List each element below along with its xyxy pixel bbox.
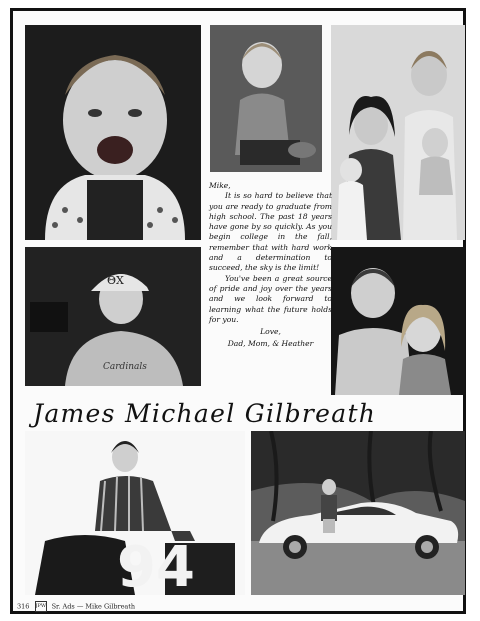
shirt-text: Cardinals xyxy=(103,362,147,372)
parent-message xyxy=(209,181,332,350)
message-salutation: Mike, xyxy=(209,181,231,190)
message-signature: Dad, Mom, & Heather xyxy=(227,339,314,349)
message-paragraph-1: It is so hard to believe that you are ready to graduate from high school. The past 18 years have gone by so quickly. As you begin college in the fall, remember that with hard work and a determination to succeed, the sky is the limit! xyxy=(209,191,332,273)
photo-senior-portrait xyxy=(25,431,245,595)
student-name-heading: James Michael Gilbreath xyxy=(33,399,377,428)
page-number: 316 xyxy=(17,602,30,611)
year-number-94: 94 xyxy=(117,535,195,595)
message-paragraph-2: You've been a great source of pride and joy over the years and we look forward to learning what the future holds for you. xyxy=(209,273,332,324)
photo-brother-sister xyxy=(331,247,465,395)
footer-section-label: Sr. Ads — Mike Gilbreath xyxy=(51,602,136,611)
photo-toddler-laughing xyxy=(25,25,201,240)
page-footer xyxy=(17,601,135,612)
photo-boy-baseball-cap xyxy=(25,247,201,386)
message-closing: Love, xyxy=(260,327,281,337)
photo-toddler-sitting xyxy=(210,25,322,172)
photo-with-car xyxy=(251,431,465,595)
photo-family-portrait xyxy=(331,25,465,240)
cap-text: ΘX xyxy=(107,274,124,287)
yearbook-logo-icon: JPW xyxy=(35,601,47,612)
yearbook-page xyxy=(10,8,466,614)
